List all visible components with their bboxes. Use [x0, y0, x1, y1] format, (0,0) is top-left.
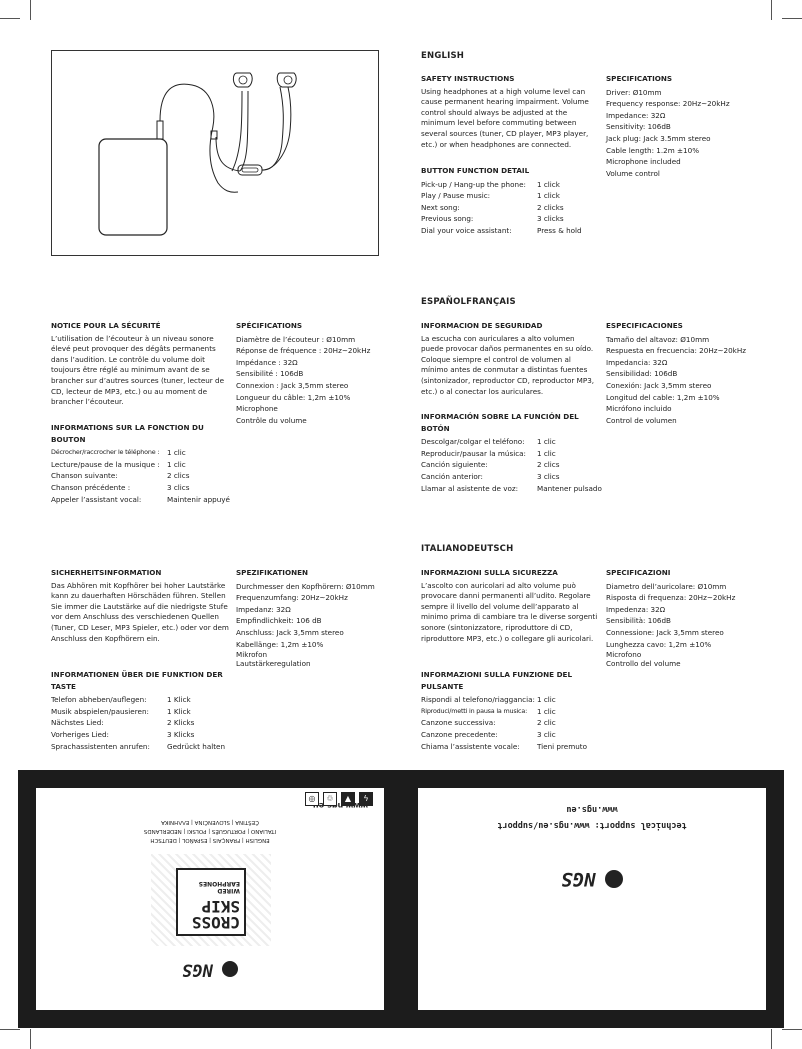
list-item: Longueur du câble: 1,2m ±10%: [236, 392, 351, 402]
list-item: Volume control: [606, 168, 660, 178]
de-spec-heading: SPEZIFIKATIONEN: [236, 568, 309, 577]
it-safety-text: L’ascolto con auricolari ad alto volume può provocare danni permanenti all’udito. Regolare sempre il livello del volume dell’apparato al minimo prima di cambiare tra le diverse sorgenti sonore (sintonizzatore, riproduttore di CD, riproduttore MP3, etc.) o collegare gli auricolari.: [421, 580, 598, 643]
de-button-action: Nächstes Lied:: [51, 718, 104, 728]
list-item: Sensibilità: 106dB: [606, 616, 671, 626]
it-button-clicks: 1 clic: [537, 695, 556, 705]
fr-button-action: Appeler l’assistant vocal:: [51, 494, 142, 504]
en-button-clicks: 1 click: [537, 191, 560, 201]
list-item: Longitud del cable: 1,2m ±10%: [606, 392, 720, 402]
list-item: Conexión: Jack 3,5mm stereo: [606, 380, 712, 390]
es-button-action: Canción siguiente:: [421, 460, 488, 470]
list-item: Jack plug: Jack 3.5mm stereo: [606, 133, 711, 143]
es-button-block: [421, 411, 606, 494]
fr-button-action: Chanson suivante:: [51, 471, 118, 481]
list-item: Frequenzumfang: 20Hz~20kHz: [236, 593, 348, 603]
table-row: [421, 225, 582, 237]
table-row: [421, 448, 606, 460]
list-item: Réponse de fréquence : 20Hz~20kHz: [236, 346, 371, 356]
table-row: [421, 190, 582, 202]
cover-left-rotated: [36, 788, 384, 1010]
languages-line: ČEŠTINA | SLOVENČINA | ΕΛΛΗΝΙΚΑ: [161, 819, 259, 825]
de-spec-block: [236, 567, 375, 668]
table-row: [421, 717, 606, 729]
de-button-heading: INFORMATIONEN ÜBER DIE FUNKTION DER TASTE: [51, 670, 223, 691]
de-safety-text: Das Abhören mit Kopfhörer bei hoher Lautstärke kann zu dauerhaften Hörschäden führen. Stellen Sie immer die Lautstärke auf die niedrigste Stufe vor dem Anschluss des verschiedenen Quellen (Tuner, CD Leser, MP3 Spieler, etc.) oder vor dem Anschluss den Kopfhörern ein.: [51, 580, 229, 643]
list-item: Impedanz: 32Ω: [236, 604, 291, 614]
list-item: Impedancia: 32Ω: [606, 357, 668, 367]
list-item: Kabellänge: 1,2m ±10%: [236, 639, 324, 649]
de-button-clicks: Gedrückt halten: [167, 741, 226, 751]
table-row: [51, 447, 236, 459]
it-button-action: Canzone successiva:: [421, 718, 496, 728]
table-row: [421, 483, 606, 495]
fr-spec-heading: SPÉCIFICATIONS: [236, 321, 303, 330]
fr-safety-heading: NOTICE POUR LA SÉCURITÉ: [51, 321, 161, 330]
fr-button-action: Lecture/pause de la musique :: [51, 459, 160, 469]
en-safety-text: Using headphones at a high volume level can cause permanent hearing impairment. Volume control should always be adjusted at the minimum level before commuting between several sources (tuner, CD player, MP3 player, etc.) or when headphones are connected.: [421, 86, 589, 149]
list-item: Impédance : 32Ω: [236, 357, 298, 367]
en-button-clicks: 3 clicks: [537, 214, 564, 224]
recycle-icon: ♲: [323, 792, 337, 806]
it-button-action: Rispondi al telefono/riaggancia:: [421, 695, 535, 705]
list-item: Diamètre de l’écouteur : Ø10mm: [236, 334, 356, 344]
list-item: Lautstärkeregulation: [236, 659, 311, 669]
table-row: [421, 694, 606, 706]
en-button-heading: BUTTON FUNCTION DETAIL: [421, 166, 530, 175]
list-item: Risposta di frequenza: 20Hz~20kHz: [606, 593, 736, 603]
en-button-clicks: 2 clicks: [537, 202, 564, 212]
en-button-action: Previous song:: [421, 214, 474, 224]
de-button-action: Musik abspielen/pausieren:: [51, 706, 149, 716]
fr-button-clicks: 2 clics: [167, 471, 190, 481]
fr-safety-text: L’utilisation de l’écouteur à un niveau sonore élevé peut provoquer des dégâts permanents dans l’audition. Le contrôle du volume doit toujours être réglé au minimum avant de se brancher sur d’autres sources (tuner, lecteur de CD, lecteur de MP3, etc.) ou au moment de brancher l’écouteur.: [51, 333, 225, 407]
it-safety-heading: INFORMAZIONI SULLA SICUREZZA: [421, 568, 558, 577]
it-spec-block: [606, 567, 735, 668]
ngs-logo-icon: [605, 870, 623, 888]
it-button-clicks: 3 clic: [537, 729, 556, 739]
list-item: Microphone included: [606, 157, 681, 167]
crop-mark: [782, 18, 802, 19]
es-spec-block: [606, 320, 746, 426]
list-item: Anschluss: Jack 3,5mm stereo: [236, 627, 344, 637]
it-button-clicks: Tieni premuto: [537, 741, 587, 751]
list-item: Tamaño del altavoz: Ø10mm: [606, 334, 710, 344]
cover-right-rotated: [418, 788, 766, 1010]
crop-mark: [0, 1029, 20, 1030]
de-button-action: Telefon abheben/auflegen:: [51, 695, 147, 705]
crop-mark: [782, 1029, 802, 1030]
de-safety-block: [51, 567, 229, 644]
list-item: Microfono: [606, 650, 642, 660]
ngs-brand-text: NGS: [561, 868, 596, 890]
it-button-clicks: 1 clic: [537, 706, 556, 716]
list-item: Contrôle du volume: [236, 415, 307, 425]
table-row: [51, 694, 231, 706]
en-button-action: Dial your voice assistant:: [421, 225, 512, 235]
fr-button-action: Décrocher/raccrocher le téléphone :: [51, 448, 160, 457]
crop-mark: [771, 1029, 772, 1049]
list-item: Control de volumen: [606, 415, 677, 425]
fr-button-clicks: 3 clics: [167, 482, 190, 492]
es-spec-heading: ESPECIFICACIONES: [606, 321, 683, 330]
it-button-clicks: 2 clic: [537, 718, 556, 728]
table-row: [51, 459, 236, 471]
table-row: [51, 717, 231, 729]
en-button-action: Next song:: [421, 202, 460, 212]
product-name-line1: CROSS: [191, 913, 240, 932]
list-item: Respuesta en frecuencia: 20Hz~20kHz: [606, 346, 747, 356]
it-button-block: [421, 669, 606, 752]
es-button-clicks: 1 clic: [537, 448, 556, 458]
de-button-block: [51, 669, 231, 752]
section-title-it-de: ITALIANODEUTSCH: [421, 544, 514, 554]
crop-mark: [30, 1029, 31, 1049]
cover-panel-right: [402, 770, 784, 1028]
en-safety-block: [421, 73, 596, 150]
ce-icon: ϟ: [359, 792, 373, 806]
table-row: [421, 213, 582, 225]
es-button-clicks: Mantener pulsado: [537, 483, 602, 493]
de-button-clicks: 3 Klicks: [167, 729, 195, 739]
crop-mark: [30, 0, 31, 20]
en-spec-block: [606, 73, 730, 179]
list-item: Driver: Ø10mm: [606, 87, 662, 97]
table-row: [51, 494, 236, 506]
fr-button-action: Chanson précédente :: [51, 482, 131, 492]
support-block: [418, 804, 766, 830]
fr-button-heading: INFORMATIONS SUR LA FONCTION DU BOUTON: [51, 423, 204, 444]
section-title-es-fr: ESPAÑOLFRANÇAIS: [421, 297, 516, 307]
list-item: Durchmesser den Kopfhörern: Ø10mm: [236, 581, 375, 591]
de-safety-heading: SICHERHEITSINFORMATION: [51, 568, 162, 577]
es-button-action: Llamar al asistente de voz:: [421, 483, 519, 493]
table-row: [51, 482, 236, 494]
product-sub-line1: WIRED: [217, 887, 240, 894]
fr-button-clicks: 1 clic: [167, 448, 186, 458]
list-item: Cable length: 1.2m ±10%: [606, 145, 700, 155]
table-row: [51, 706, 231, 718]
ngs-logo: [418, 868, 766, 890]
cover-panel-left: [18, 770, 402, 1028]
it-button-action: Chiama l’assistente vocale:: [421, 741, 520, 751]
product-sub-line2: EARPHONES: [198, 880, 240, 887]
table-row: [51, 470, 236, 482]
list-item: Impedance: 32Ω: [606, 110, 666, 120]
crop-mark: [771, 0, 772, 20]
bin-icon: ▲: [341, 792, 355, 806]
languages-line: ENGLISH | FRANÇAIS | ESPAÑOL | DEUTSCH: [150, 837, 270, 843]
support-text: technical support: www.ngs.eu/support: [497, 820, 687, 830]
list-item: Controllo del volume: [606, 659, 681, 669]
cover-card-right: [418, 788, 766, 1010]
ngs-brand-text: NGS: [182, 959, 213, 980]
list-item: Sensibilité : 106dB: [236, 369, 304, 379]
fr-safety-block: [51, 320, 229, 408]
languages-list: [36, 817, 384, 844]
list-item: Frequency response: 20Hz~20kHz: [606, 99, 730, 109]
es-button-clicks: 2 clics: [537, 460, 560, 470]
es-button-clicks: 1 clic: [537, 437, 556, 447]
list-item: Sensitivity: 106dB: [606, 122, 671, 132]
en-button-action: Pick-up / Hang-up the phone:: [421, 179, 526, 189]
fr-button-clicks: Maintenir appuyé: [167, 494, 230, 504]
list-item: Microphone: [236, 404, 278, 414]
table-row: [51, 741, 231, 753]
de-button-action: Sprachassistenten anrufen:: [51, 741, 150, 751]
en-safety-heading: SAFETY INSTRUCTIONS: [421, 74, 515, 83]
list-item: Connexion : Jack 3,5mm stereo: [236, 380, 349, 390]
table-row: [421, 741, 606, 753]
product-illustration: [51, 50, 379, 256]
ngs-logo: [36, 960, 384, 981]
fr-button-clicks: 1 clic: [167, 459, 186, 469]
fr-spec-block: [236, 320, 370, 426]
crop-mark: [0, 18, 20, 19]
de-button-action: Vorheriges Lied:: [51, 729, 109, 739]
es-safety-heading: INFORMACION DE SEGURIDAD: [421, 321, 543, 330]
it-safety-block: [421, 567, 601, 644]
list-item: Diametro dell’auricolare: Ø10mm: [606, 581, 727, 591]
it-spec-heading: SPECIFICAZIONI: [606, 568, 671, 577]
table-row: [421, 459, 606, 471]
it-button-action: Riproduci/metti in pausa la musica:: [421, 706, 528, 715]
list-item: Empfindlichkeit: 106 dB: [236, 616, 322, 626]
it-button-action: Canzone precedente:: [421, 729, 498, 739]
es-button-heading: INFORMACIÓN SOBRE LA FUNCIÓN DEL BOTÓN: [421, 412, 579, 433]
en-button-clicks: Press & hold: [537, 225, 582, 235]
cover-card-left: [36, 788, 384, 1010]
de-button-clicks: 2 Klicks: [167, 718, 195, 728]
fr-button-block: [51, 422, 236, 505]
ngs-logo-icon: [222, 962, 238, 978]
section-title-english: ENGLISH: [421, 51, 465, 61]
table-row: [421, 179, 582, 191]
it-button-heading: INFORMAZIONI SULLA FUNZIONE DEL PULSANTE: [421, 670, 573, 691]
es-button-clicks: 3 clics: [537, 471, 560, 481]
camera-icon: ◎: [305, 792, 319, 806]
es-safety-block: [421, 320, 599, 397]
table-row: [421, 729, 606, 741]
es-safety-text: La escucha con auriculares a alto volumen puede provocar daños permanentes en su oído. Coloque siempre el control de volumen al mínimo antes de conmutar a distintas fuentes (sintonizador, reproductor CD, reproductor MP3, etc.) o al conectar los auriculares.: [421, 333, 595, 396]
cover-right-url: www.ngs.eu: [566, 804, 618, 814]
table-row: [51, 729, 231, 741]
en-spec-heading: SPECIFICATIONS: [606, 74, 673, 83]
en-button-block: [421, 165, 582, 237]
es-button-action: Reproducir/pausar la música:: [421, 448, 526, 458]
table-row: [421, 202, 582, 214]
product-name-box: [176, 868, 246, 936]
list-item: Mikrofon: [236, 650, 268, 660]
languages-line: ITALIANO | PORTUGUÊS | POLSKI | NEDERLANDS: [143, 828, 277, 834]
compliance-icons: [301, 792, 373, 806]
list-item: Connessione: Jack 3,5mm stereo: [606, 627, 724, 637]
table-row: [421, 471, 606, 483]
table-row: [421, 706, 606, 718]
list-item: Sensibilidad: 106dB: [606, 369, 678, 379]
list-item: Impedenza: 32Ω: [606, 604, 666, 614]
de-button-clicks: 1 Klick: [167, 695, 191, 705]
list-item: Lunghezza cavo: 1,2m ±10%: [606, 639, 712, 649]
es-button-action: Descolgar/colgar el teléfono:: [421, 437, 525, 447]
table-row: [421, 436, 606, 448]
de-button-clicks: 1 Klick: [167, 706, 191, 716]
list-item: Micrófono incluido: [606, 404, 672, 414]
es-button-action: Canción anterior:: [421, 471, 483, 481]
earphones-phone-drawing: [52, 51, 378, 255]
product-name-line2: SKIP: [201, 897, 240, 916]
en-button-clicks: 1 click: [537, 179, 560, 189]
en-button-action: Play / Pause music:: [421, 191, 491, 201]
